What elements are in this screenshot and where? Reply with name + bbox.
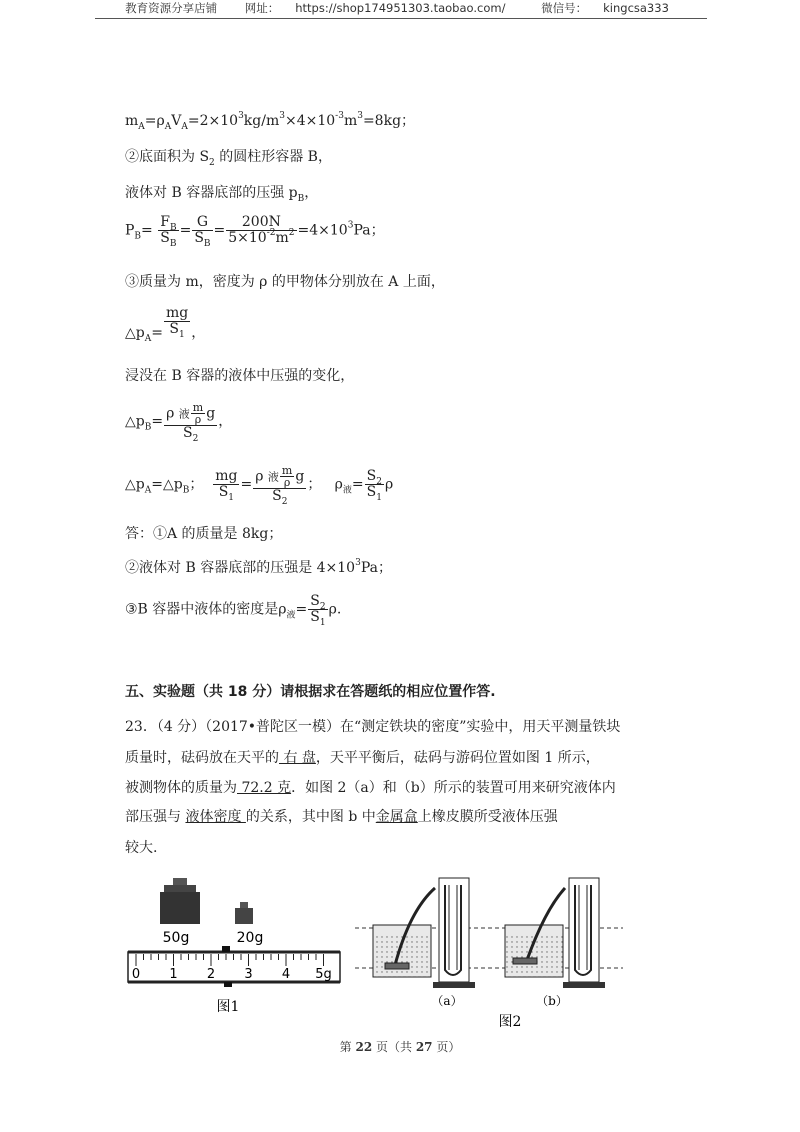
answer-blank: 金属盒	[375, 809, 418, 825]
text-line: 液体对 B 容器底部的压强 $p_B$，	[125, 185, 319, 204]
eq-equal-delta: $\triangle p_A=\triangle p_B$； $\frac{mg}{S_1}$ = ρ 液 $\frac{m}{\rho}$ g $S_2$ ； $\rho_液=$ $\frac{S_2}{S_1}$ ρ	[125, 464, 394, 507]
figure-1-caption: 图1	[216, 999, 240, 1015]
rider-marker	[222, 946, 230, 952]
ruler-tick-label: 2	[206, 967, 216, 982]
weight-50g	[160, 892, 200, 924]
answer-3: ③B 容器中液体的密度是$\rho_液=$ $\frac{S_2}{S_1}$ ρ.	[125, 593, 342, 628]
figure-2-caption: 图2	[498, 1014, 522, 1030]
apparatus-a	[373, 878, 475, 1008]
apparatus-a-label: （a）	[431, 994, 463, 1008]
wechat-id: kingcsa333	[603, 1, 669, 15]
answer-2: ②液体对 B 容器底部的压强是 $4\times 10^3Pa$；	[125, 558, 392, 576]
apparatus-b-label: （b）	[536, 994, 568, 1008]
answer-1: 答：①A 的质量是 8kg；	[125, 526, 283, 542]
text-line: ②底面积为 $S_2$ 的圆柱形容器 B，	[125, 149, 332, 168]
text-line: ③质量为 m，密度为 ρ 的甲物体分别放在 A 上面，	[125, 274, 445, 290]
shop-url[interactable]: https://shop174951303.taobao.com/	[295, 1, 506, 15]
page-total: 27	[415, 1040, 433, 1054]
question-23-line1: 23．（4 分）（2017•普陀区一模）在“测定铁块的密度”实验中，用天平测量铁块	[125, 719, 621, 735]
figure-1	[120, 870, 360, 1020]
figure-2	[355, 870, 625, 1030]
ruler-tick-label: 3	[244, 967, 253, 982]
ruler-tick-label: 0	[131, 967, 141, 982]
wechat-label: 微信号：	[541, 1, 588, 15]
weight-20g	[235, 908, 253, 924]
apparatus-b	[505, 878, 605, 1008]
question-23-line3: 被测物体的质量为 72.2 克．如图 2（a）和（b）所示的装置可用来研究液体内	[125, 780, 616, 796]
page-footer: 第 22 页（共 27 页）	[339, 1040, 461, 1054]
answer-blank: 液体密度	[185, 809, 246, 825]
section-heading: 五、实验题（共 18 分）请根据求在答题纸的相应位置作答.	[125, 684, 496, 700]
weight-50g-label: 50g	[162, 930, 190, 946]
eq-delta-pb: $\triangle p_B=$ ρ 液 $\frac{m}{\rho}$ g $S_2$ ，	[125, 401, 233, 444]
question-23-line4: 部压强与 液体密度 的关系，其中图 b 中金属盒上橡皮膜所受液体压强	[125, 809, 558, 825]
weight-50g-knob	[173, 878, 187, 886]
question-23-line5: 较大.	[125, 840, 158, 856]
ruler-tick-label: 5g	[315, 967, 332, 982]
eq-delta-pa: $\triangle p_A=$ $\frac{mg}{S_1}$ ，	[125, 305, 206, 344]
answer-blank: 右 盘	[279, 750, 316, 766]
shop-name: 教育资源分享店铺	[125, 1, 218, 15]
weight-20g-label: 20g	[236, 930, 264, 946]
ruler-tick-label: 1	[169, 967, 178, 982]
question-23-line2: 质量时，砝码放在天平的 右 盘，天平平衡后，砝码与游码位置如图 1 所示，	[125, 750, 600, 766]
page-number: 22	[355, 1040, 373, 1054]
eq-pressure-b: $P_B=$ $\frac{F_B}{S_B}$ = $\frac{G}{S_B}$ = $\frac{200N}{5\times 10^{-2}m^2}$ $=4\times 10^3Pa$；	[125, 214, 385, 249]
answer-blank: 72.2 克	[237, 780, 292, 796]
url-label: 网址：	[244, 1, 280, 15]
text-line: 浸没在 B 容器的液体中压强的变化，	[125, 368, 355, 384]
ruler-tick-label: 4	[281, 967, 291, 982]
eq-mass-a: $m_A=\rho_AV_A=2\times 10^3kg/m^3\times 4\times 10^{-3}m^3=8kg$；	[125, 111, 416, 132]
page-header	[95, 0, 707, 19]
